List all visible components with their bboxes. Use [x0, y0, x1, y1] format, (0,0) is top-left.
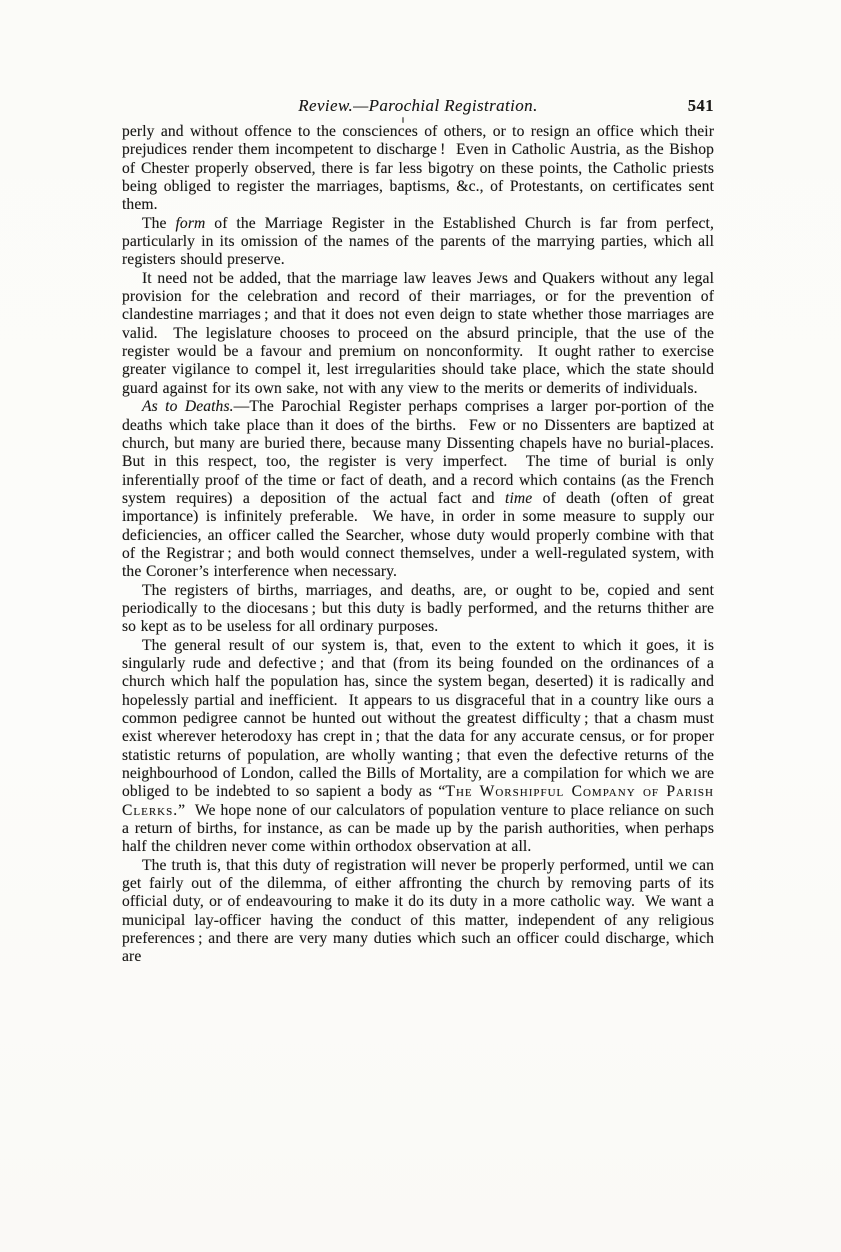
paragraph — [122, 214, 719, 270]
italic-text: As to Deaths. — [142, 398, 234, 416]
text-run: —The Parochial Register perhaps comprises a larger por-portion of the deaths which take place than it does of the births. Few or no Dissenters are baptized at church, but many are buried there, because many Dissenting chapels have no burial-places. But in this respect, too, the register is very imperfect. The time of burial is only inferentially proof of the time or fact of death, and a record which contains (as the French system requires) a deposition of the actual fact and — [122, 398, 724, 507]
text-run: The — [142, 214, 176, 232]
italic-text: time — [505, 489, 533, 507]
paragraph — [122, 269, 719, 398]
text-run: of the Marriage Register in the Established Church is far from perfect, particularly in its omission of the names of the parents of the marrying parties, which all registers should preserve. — [122, 214, 719, 269]
paragraph — [122, 856, 719, 967]
text-run: The truth is, that this duty of registration will never be properly performed, until we can get fairly out of the dilemma, of either affronting the church by removing parts of its official duty, or of endeavouring to make it do its duty in a more catholic way. We want a municipal lay-officer having the conduct of this matter, independent of any religious preferences ; and there are very many duties which such an officer could discharge, which are — [122, 856, 719, 966]
running-head-title: Review.—Parochial Registration. — [298, 96, 538, 115]
italic-text: form — [175, 214, 206, 232]
text-run: of death (often of great importance) is infinitely preferable. We have, in order in some measure to supply our deficiencies, an officer called the Searcher, whose duty would properly combine with that of the Registrar ; and both would connect themselves, under a well-regulated system, with the Coroner’s interference when necessary. — [122, 489, 719, 581]
page-number: 541 — [687, 96, 714, 115]
paragraph — [122, 123, 719, 215]
running-head — [122, 96, 714, 120]
paragraph — [122, 581, 719, 637]
text-run: The general result of our system is, that, even to the extent to which it goes, it is singularly rude and defective ; and that (from its being founded on the ordinances of a church which half the population has, since the system began, deserted) it is radically and hopelessly partial and inefficient. It appears to us disgraceful that in a country like ours a common pedigree cannot be hunted out without the greatest difficulty ; that a chasm must exist wherever heterodoxy has crept in ; that the data for any accurate census, or for proper statistic returns of population, are wholly wanting ; that even the defective returns of the neighbourhood of London, called the Bills of Mortality, are a compilation for which we are obliged to be indebted to so sapient a body as “ — [122, 636, 719, 801]
text-run: It need not be added, that the marriage law leaves Jews and Quakers without any legal provision for the celebration and record of their marriages, or for the prevention of clandestine marriages ; and that it does not even deign to state whether those marriages are valid. The legislature chooses to proceed on the absurd principle, that the use of the register would be a favour and premium on nonconformity. It ought rather to exercise greater vigilance to compel it, lest irregularities should take place, which the state should guard against for its own sake, not with any view to the merits or demerits of individuals. — [122, 269, 719, 397]
paragraph — [122, 398, 724, 581]
text-run: ” We hope none of our calculators of population venture to place reliance on such a return of births, for instance, as can be made up by the parish authorities, when perhaps half the children never come within orthodox observation at all. — [122, 801, 719, 856]
body-text — [122, 123, 724, 967]
smallcaps-text: The Worshipful Company of Parish Clerks. — [122, 783, 720, 819]
paragraph — [122, 636, 720, 857]
text-run: perly and without offence to the consciences of others, or to resign an office which their prejudices render them incompetent to discharge ! Even in Catholic Austria, as the Bishop of Chester properly observed, there is far less bigotry on these points, the Catholic priests being obliged to register the marriages, baptisms, &c., of Protestants, on certificates sent them. — [122, 123, 719, 214]
text-run: The registers of births, marriages, and deaths, are, or ought to be, copied and sent periodically to the diocesans ; but this duty is badly performed, and the returns thither are so kept as to be useless for all ordinary purposes. — [122, 581, 719, 636]
